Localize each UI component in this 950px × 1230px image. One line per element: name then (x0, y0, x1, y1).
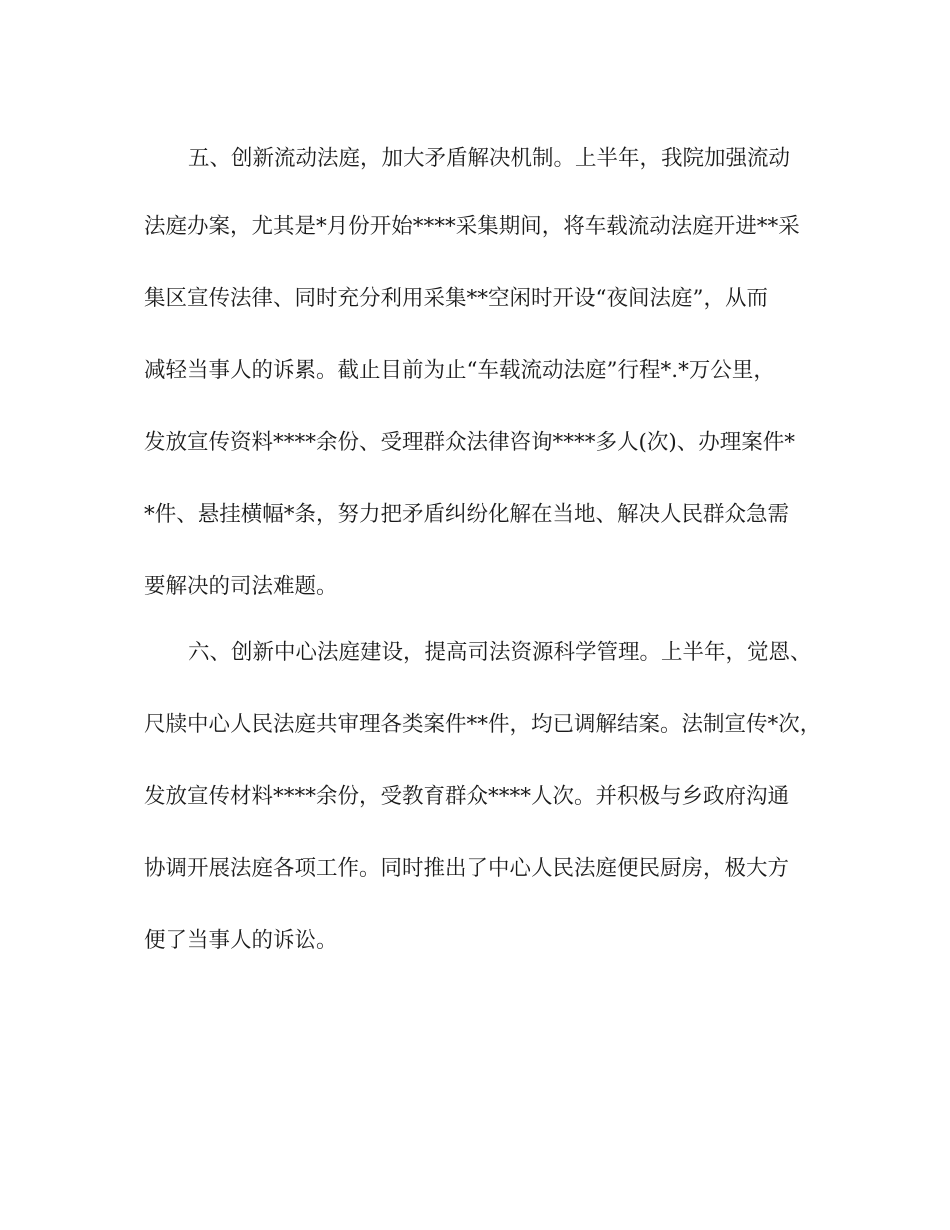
paragraph-line: 要解决的司法难题。 (144, 574, 338, 599)
paragraph-line: 五、创新流动法庭，加大矛盾解决机制。上半年，我院加强流动 (188, 146, 791, 171)
paragraph-line: 协调开展法庭各项工作。同时推出了中心人民法庭便民厨房，极大方 (144, 856, 790, 881)
paragraph-line: 集区宣传法律、同时充分利用采集**空闲时开设“夜间法庭”，从而 (144, 286, 768, 311)
paragraph-line: 尺牍中心人民法庭共审理各类案件**件，均已调解结案。法制宣传*次， (144, 712, 822, 737)
paragraph-line: 发放宣传资料****余份、受理群众法律咨询****多人(次)、办理案件* (144, 430, 796, 455)
paragraph-line: 发放宣传材料****余份，受教育群众****人次。并积极与乡政府沟通 (144, 784, 790, 809)
paragraph-line: 法庭办案，尤其是*月份开始****采集期间，将车载流动法庭开进**采 (144, 214, 800, 239)
paragraph-line: 便了当事人的诉讼。 (144, 928, 338, 953)
paragraph-line: 减轻当事人的诉累。截止目前为止“车载流动法庭”行程*.*万公里， (144, 358, 775, 383)
paragraph-line: *件、悬挂横幅*条，努力把矛盾纠纷化解在当地、解决人民群众急需 (144, 502, 790, 527)
paragraph-line: 六、创新中心法庭建设，提高司法资源科学管理。上半年，觉恩、 (188, 640, 812, 665)
